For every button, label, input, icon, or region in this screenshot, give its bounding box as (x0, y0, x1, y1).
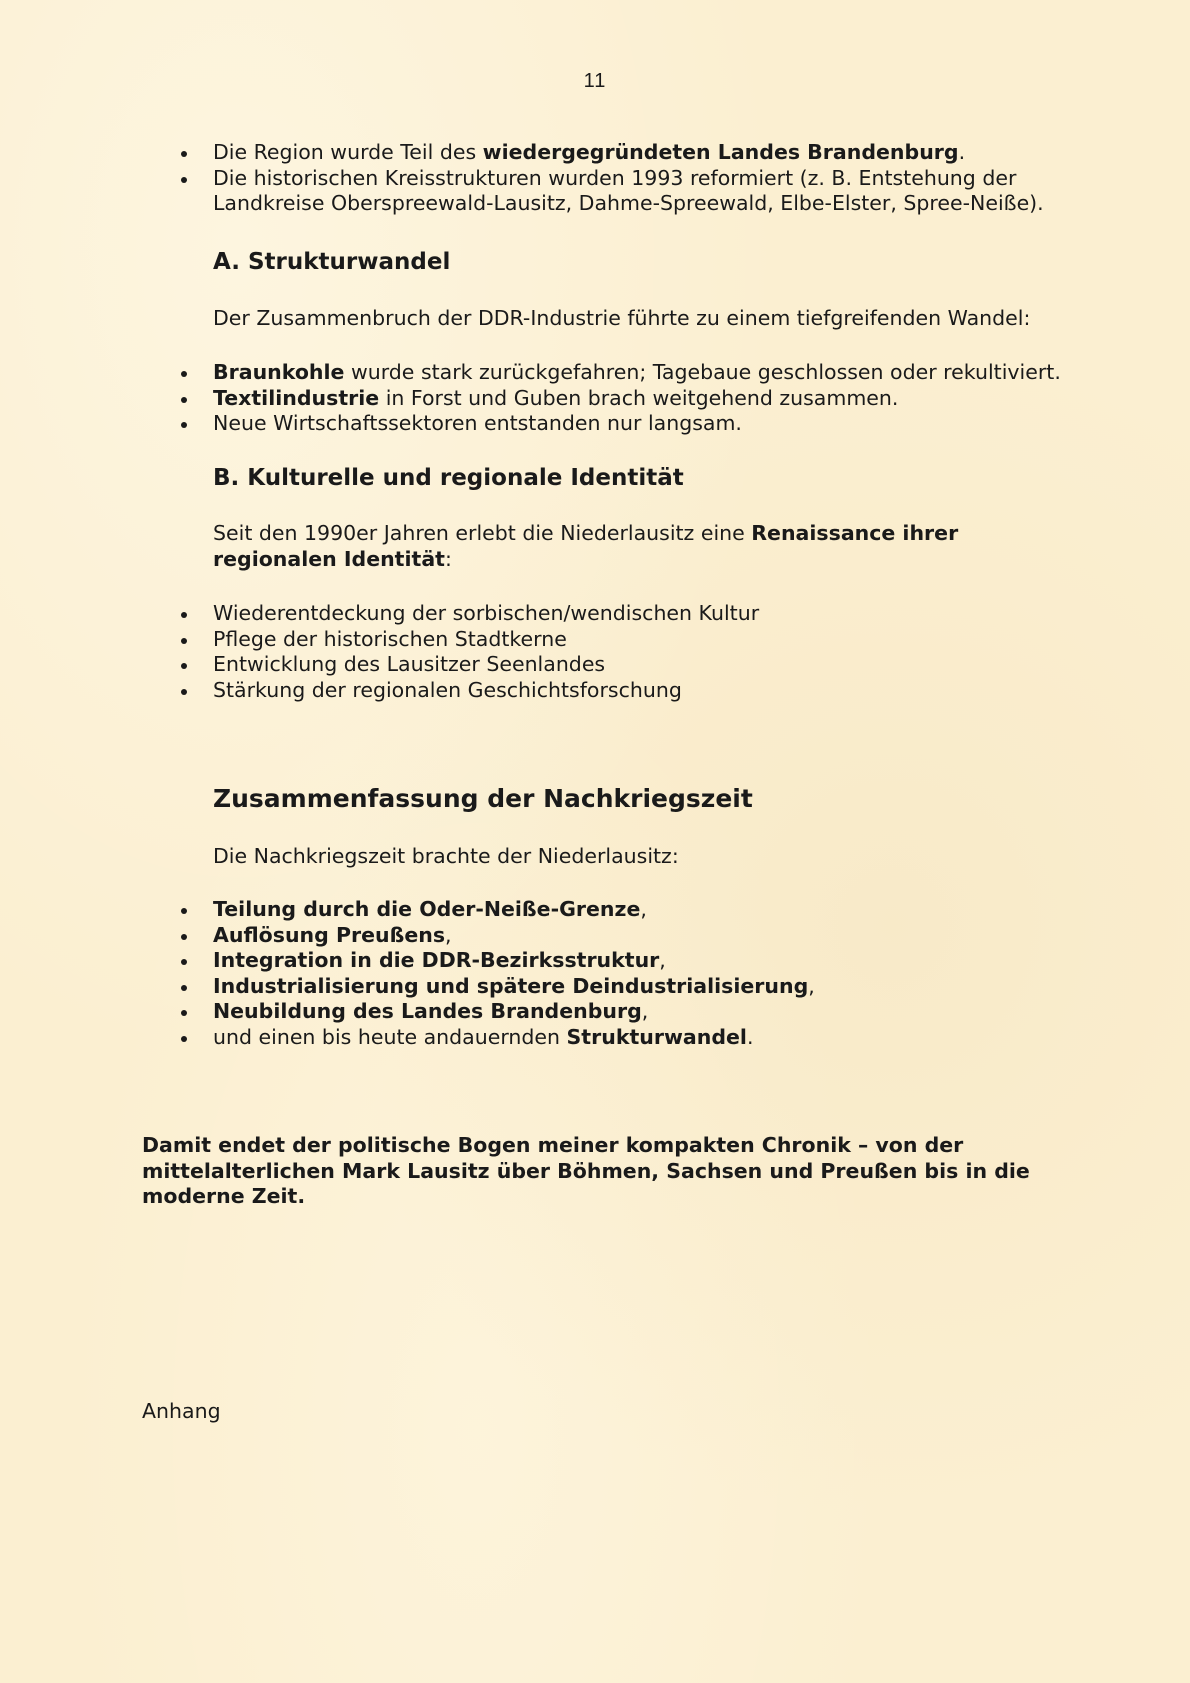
list-item: Die historischen Kreisstrukturen wurden 1993 reformiert (z. B. Entstehung der Landkreise Oberspreewald-Lausitz, Dahme-Spreewald, Elbe-Elster, Spree-Neiße). (213, 166, 1093, 217)
list-item: und einen bis heute andauernden Strukturwandel. (213, 1025, 1093, 1051)
list-item: Industrialisierung und spätere Deindustrialisierung, (213, 974, 1093, 1000)
list-item: Pflege der historischen Stadtkerne (213, 627, 1093, 653)
summary-list (213, 897, 1093, 1050)
section-a-intro: Der Zusammenbruch der DDR-Industrie führte zu einem tiefgreifenden Wandel: (213, 306, 1031, 330)
list-item: Integration in die DDR-Bezirksstruktur, (213, 948, 1093, 974)
summary-heading: Zusammenfassung der Nachkriegszeit (213, 784, 753, 813)
list-item: Neubildung des Landes Brandenburg, (213, 999, 1093, 1025)
summary-intro: Die Nachkriegszeit brachte der Niederlausitz: (213, 844, 679, 868)
list-item: Textilindustrie in Forst und Guben brach weitgehend zusammen. (213, 386, 1093, 412)
section-a-heading: A. Strukturwandel (213, 249, 451, 275)
list-item: Entwicklung des Lausitzer Seenlandes (213, 652, 1093, 678)
section-b-list (213, 601, 1093, 703)
section-b-intro: Seit den 1990er Jahren erlebt die Niederlausitz eine Renaissance ihrer regionalen Identität: (213, 521, 959, 571)
intro-list (213, 140, 1093, 217)
list-item: Teilung durch die Oder-Neiße-Grenze, (213, 897, 1093, 923)
list-item: Auflösung Preußens, (213, 923, 1093, 949)
appendix-label: Anhang (142, 1399, 221, 1423)
closing-paragraph: Damit endet der politische Bogen meiner kompakten Chronik – von der mittelalterlichen Mark Lausitz über Böhmen, Sachsen und Preußen bis in die moderne Zeit. (142, 1133, 1030, 1208)
list-item: Braunkohle wurde stark zurückgefahren; Tagebaue geschlossen oder rekultiviert. (213, 360, 1093, 386)
list-item: Die Region wurde Teil des wiedergegründeten Landes Brandenburg. (213, 140, 1093, 166)
section-b-heading: B. Kulturelle und regionale Identität (213, 465, 684, 491)
list-item: Neue Wirtschaftssektoren entstanden nur langsam. (213, 411, 1093, 437)
list-item: Wiederentdeckung der sorbischen/wendischen Kultur (213, 601, 1093, 627)
section-a-list (213, 360, 1093, 437)
list-item: Stärkung der regionalen Geschichtsforschung (213, 678, 1093, 704)
page-number: 11 (583, 70, 607, 92)
